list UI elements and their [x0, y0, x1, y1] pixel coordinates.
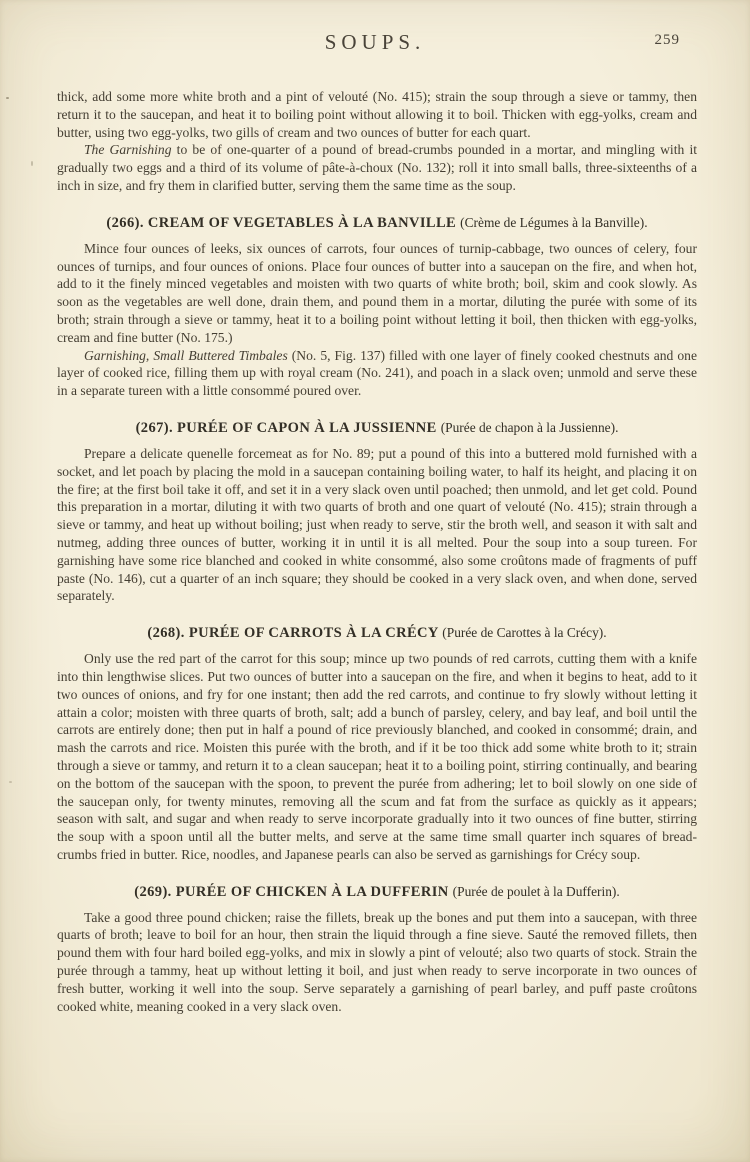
scan-speck	[31, 161, 33, 166]
recipe-paragraph	[57, 650, 697, 864]
page-title: SOUPS.	[324, 30, 426, 54]
recipe-subtitle: (Crème de Légumes à la Banville).	[460, 214, 648, 230]
recipe-subtitle: (Purée de poulet à la Dufferin).	[452, 883, 620, 899]
recipe-number: (266).	[106, 214, 144, 231]
scan-speck	[6, 97, 9, 99]
recipe-heading-267	[57, 418, 697, 438]
paragraph-text: Mince four ounces of leeks, six ounces of carrots, four ounces of turnip-cabbage, two ounces of celery, four ounces of turnips, and four ounces of onions. Place four ounces of butter into a saucepan on the fire, and when hot, add to it the finely minced vegetables and moisten with two quarts of white broth; boil, skim and cook slowly. As soon as the vegetables are well done, drain them, and pound them in a mortar, diluting the purée with some of its broth; strain through a sieve or tammy, heat it to a boiling point without letting it boil, then thicken with egg-yolks, cream and fine butter (No. 175.)	[57, 240, 697, 345]
recipe-heading-269	[57, 882, 697, 902]
paragraph-lead: The Garnishing	[84, 142, 172, 158]
recipe-heading-266	[57, 213, 697, 233]
recipe-paragraph	[57, 909, 697, 1016]
recipe-paragraph	[57, 240, 697, 347]
recipe-title: PURÉE OF CHICKEN À LA DUFFERIN	[175, 883, 449, 900]
recipe-number: (267).	[135, 419, 174, 436]
scan-speck	[9, 781, 12, 783]
paragraph-text: thick, add some more white broth and a pint of velouté (No. 415); strain the soup through a sieve or tammy, then return it to the saucepan, and heat it to boiling point without allowing it to boil. Thicken with egg-yolks, cream and butter, using two egg-yolks, two gills of cream and two ounces of butter for each quart.	[57, 89, 697, 140]
recipe-title: PURÉE OF CAPON À LA JUSSIENNE	[177, 419, 437, 436]
recipe-title: CREAM OF VEGETABLES À LA BANVILLE	[147, 214, 457, 231]
recipe-number: (269).	[134, 883, 172, 900]
paragraph-text: Prepare a delicate quenelle forcemeat as for No. 89; put a pound of this into a buttered mold furnished with a socket, and let poach by placing the mold in a saucepan containing boiling water, to half its height, and placing it on the fire; at the first boil take it off, and set it in a very slack oven until poached; then unmold, and let get cold. Pound this preparation in a mortar, diluting it with two quarts of broth and one quart of velouté (No. 415); strain through a sieve or tammy, and heat up without boiling; just when ready to serve, stir the broth well, and season it with salt and nutmeg, adding three ounces of butter, working it in until it is all melted. Pour the soup into a soup tureen. For garnishing have some rice blanched and cooked in white consommé, also some croûtons made of fragments of puff paste (No. 146), cut a quarter of an inch square; they should be cooked in a very slack oven, and when done, served separately.	[57, 445, 697, 604]
page-header	[0, 0, 750, 70]
recipe-garnishing-paragraph	[57, 347, 697, 400]
page-number: 259	[654, 32, 680, 48]
paragraph-text: Take a good three pound chicken; raise the fillets, break up the bones and put them into a saucepan, with three quarts of broth; leave to boil for an hour, then strain the liquid through a fine sieve. Sauté the removed fillets, then pound them with four hard boiled egg-yolks, and mix in slowly a pint of velouté; also two quarts of stock. Strain the purée through a tammy, heat up without letting it boil, and just when ready to serve incorporate in two ounces of fresh butter, working it well into the soup. Serve separately a garnishing of pearl barley, and puff paste croûtons cooked white, meaning cooked in a very slack oven.	[57, 909, 697, 1014]
page-body	[57, 88, 697, 1015]
paragraph-text: Only use the red part of the carrot for this soup; mince up two pounds of red carrots, cutting them with a knife into thin lengthwise slices. Put two ounces of butter into a saucepan on the fire, and when it begins to heat, add to it two ounces of onions, and fry for one instant; then add the red carrots, and continue to fry slowly without letting it attain a color; moisten with three quarts of broth, salt; add a bunch of parsley, celery, and bay leaf, and boil until the carrots are entirely done; then put in half a pound of rice previously blanched, and cooked in consommé; drain, and mash the carrots and rice. Moisten this purée with the broth, and if it be too thick add some white broth to it; strain through a sieve or tammy, and return it to a clean saucepan; heat it to a boiling point, stirring continually, and bearing on the bottom of the saucepan with the spoon, to prevent the purée from adhering; let to boil slowly on one side of the saucepan only, for twenty minutes, removing all the scum and fat from the surface as quickly as it appears; season with salt, and sugar and when ready to serve incorporate gradually into it two ounces of fine butter, stirring the soup with a spoon until all the butter melts, and serve at the same time small quarter inch squares of bread-crumbs fried in butter. Rice, noodles, and Japanese pearls can also be served as garnishings for Crécy soup.	[57, 651, 697, 862]
recipe-paragraph	[57, 445, 697, 605]
paragraph-text: (No. 5, Fig. 137) filled with one layer of finely cooked chestnuts and one layer of cooked rice, filling them up with royal cream (No. 241), and poach in a slack oven; unmold and serve these in a separate tureen with a little consommé poured over.	[57, 347, 697, 399]
garnishing-paragraph	[57, 141, 697, 194]
recipe-heading-268	[57, 623, 697, 643]
recipe-title: PURÉE OF CARROTS À LA CRÉCY	[188, 625, 439, 642]
paragraph-lead: Garnishing, Small Buttered Timbales	[84, 347, 288, 363]
paragraph-text: to be of one-quarter of a pound of bread-crumbs pounded in a mortar, and mingling with it gradually two eggs and a third of its volume of pâte-à-choux (No. 132); roll it into small balls, three-sixteenths of a inch in size, and fry them in clarified butter, serving them the same time as the soup.	[57, 142, 697, 193]
recipe-subtitle: (Purée de Carottes à la Crécy).	[442, 625, 607, 641]
recipe-subtitle: (Purée de chapon à la Jussienne).	[440, 419, 619, 435]
recipe-number: (268).	[147, 625, 185, 642]
continuation-paragraph	[57, 88, 697, 141]
